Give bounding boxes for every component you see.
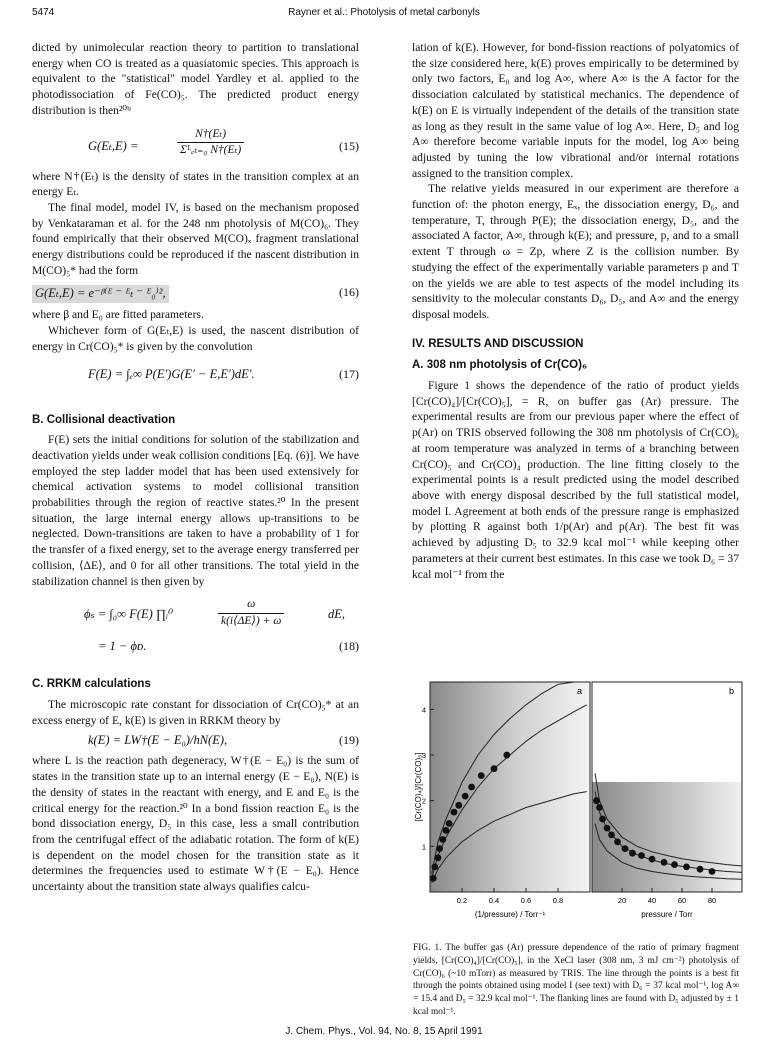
data-point [503, 752, 510, 759]
paragraph: where L is the reaction path degeneracy, W†(E − E₀) is the sum of states in the transition state up to an internal energy (E − E₀), N(E) is the density of states in the reactant with energy, and E and E₀ is the critical energy for the reaction.²⁰ In a bond fission reaction E₀ is the bond dissociation energy, D₅ in this case, less a small contribution from the centrifugal effect of the adiabatic rotation. The form of k(E) is dependent on the model chosen for the transition state as it determines the frequencies used to estimate W†(E − E₀). Hence uncertainty about the transition state always qualifies calcu- [32, 754, 359, 894]
data-point [596, 804, 603, 811]
eq16-body: G(Eₜ,E) = e⁻ᵝ⁽ᴱ ⁻ ᴱₜ ⁻ ᴱ₀⁾², [32, 285, 169, 303]
y-tick-label: 3 [421, 751, 426, 761]
data-point [593, 797, 600, 804]
paragraph: dicted by unimolecular reaction theory to partition to translational energy when CO is treated as a quasiatomic species. This approach is equivalent to the "statistical" model Yardley et al. applied to the photodissociation of Fe(CO)₅. The predicted product energy distribution is then²⁰ᵇ [32, 41, 359, 117]
equation-number: (15) [339, 138, 359, 153]
equation-18 [32, 595, 359, 667]
eq18-fraction [218, 597, 284, 629]
eq18-lhs: ϕₛ = ∫₀∞ F(E) ∏ᵢ⁰ [84, 607, 174, 622]
equation-number: (18) [339, 639, 359, 654]
y-tick-label: 1 [421, 842, 426, 852]
page-number: 5474 [32, 7, 55, 18]
data-point [709, 868, 716, 875]
figure-1 [406, 672, 751, 924]
data-point [462, 793, 469, 800]
data-point [435, 854, 442, 861]
right-column [412, 40, 739, 582]
data-point [439, 836, 446, 843]
section-heading: IV. RESULTS AND DISCUSSION [412, 337, 584, 350]
section-heading: C. RRKM calculations [32, 678, 151, 691]
equation-17 [32, 361, 359, 395]
x-tick-label: 20 [617, 896, 627, 905]
panel-a-label: a [576, 686, 582, 696]
x-axis-label-a: (1/pressure) / Torr⁻¹ [474, 910, 546, 919]
x-tick-label: 40 [647, 896, 657, 905]
data-point [622, 845, 629, 852]
data-point [614, 838, 621, 845]
data-point [446, 820, 453, 827]
data-point [638, 852, 645, 859]
eq18-tail: dE, [328, 607, 346, 622]
y-axis-label: [Cr(CO)₄]/[Cr(CO)₅] [414, 752, 423, 822]
paragraph: The relative yields measured in our experiment are therefore a function of: the photon energy, Eₓ, the dissociation energy, D₆, and temperature, T, through P(E); the dissociation energy, D₅, and the associated A factor, A∞, through k(E); and pressure, p, and to a small extent T through ω = Zp, where Z is the collision number. By studying the effect of the experimentally variable parameters p and T on the yields we are able to test aspects of the model including its sensitivity to the molecular constants D₆, D₅, and A∞ and the energy disposal models. [412, 182, 739, 321]
eq15-numerator: N†(Eₜ) [177, 127, 244, 144]
figure-caption: FIG. 1. The buffer gas (Ar) pressure dependence of the ratio of primary fragment yields, [Cr(CO)₄]/[Cr(CO)₅], in the XeCl laser (308 nm, 3 mJ cm⁻²) photolysis of Cr(CO)₆ (~10 mTorr) as measured by TRIS. The line through the points is a best fit through the points obtained using model I (see text) with D₆ = 37 kcal mol⁻¹, log A∞ = 15.4 and D₅ = 32.9 kcal mol⁻¹. The flanking lines are found with D₅ adjusted by ± 1 kcal mol⁻¹. [413, 943, 739, 1017]
paragraph: lation of k(E). However, for bond-fission reactions of polyatomics of the size considered here, k(E) proves empirically to be determined by only two factors, E₀ and log A∞, where A∞ is the A factor for the dissociation calculated by statistical mechanics. The dependence of k(E) on E is virtually independent of the details of the transition state as long as they result in the same value of log A∞. Here, D₅ and log A∞ therefore become variable inputs for the model, log A∞ being adjusted by tuning the low vibrational and/or internal rotations assigned to the transition complex. [412, 41, 739, 180]
eq18-denominator: k(i⟨ΔE⟩) + ω [221, 614, 282, 627]
data-point [436, 845, 443, 852]
x-tick-label: 60 [677, 896, 687, 905]
data-point [683, 864, 690, 871]
data-point [629, 850, 636, 857]
equation-19 [32, 731, 359, 753]
data-point [599, 816, 606, 823]
running-title: Rayner et al.: Photolysis of metal carbonyls [288, 7, 480, 18]
data-point [697, 866, 704, 873]
data-point [491, 765, 498, 772]
y-tick-label: 2 [421, 796, 426, 806]
equation-number: (16) [339, 285, 359, 300]
data-point [608, 832, 615, 839]
paragraph: The final model, model IV, is based on the mechanism proposed by Venkataraman et al. for the 248 nm photolysis of M(CO)₆. They found empirically that their observed M(CO)ₓ fragment translational energy distributions could be reproduced if the nascent distribution in M(CO)₅* had the form [32, 200, 359, 277]
eq15-lhs: G(Eₜ,E) = [88, 138, 139, 153]
page-footer: J. Chem. Phys., Vol. 94, No. 8, 15 April 1991 [285, 1026, 483, 1037]
x-tick-label: 0.4 [488, 896, 500, 905]
equation-15 [32, 125, 359, 169]
data-point [478, 772, 485, 779]
data-point [443, 827, 450, 834]
paragraph: where N†(Eₜ) is the density of states in the transition complex at an energy Eₜ. [32, 169, 359, 199]
paragraph: F(E) sets the initial conditions for solution of the stabilization and deactivation yields under weak collision conditions [Eq. (6)]. We have employed the step ladder model that has been used extensively for chemical activation systems to model collisional transition probabilities through the region of reactive states.²⁰ In the present situation, the large internal energy allows up-transitions to be neglected. Down-transitions are taken to have a probability of 1 for the transfer of a fixed energy, set to the average energy transferred per collision, ⟨ΔE⟩, and 0 for all other transitions. The total yield in the stabilization channel is then given by [32, 433, 359, 588]
data-point [451, 809, 458, 816]
data-point [661, 859, 668, 866]
panel-b-background [592, 682, 742, 782]
paragraph: where β and E₀ are fitted parameters. [32, 308, 204, 322]
equation-number: (19) [339, 733, 359, 748]
x-tick-label: 80 [707, 896, 717, 905]
data-point [455, 802, 462, 809]
equation-number: (17) [339, 366, 359, 381]
x-tick-label: 0.6 [520, 896, 532, 905]
eq18-second-line: = 1 − ϕᴅ. [98, 639, 147, 654]
data-point [604, 825, 611, 832]
equation-16 [32, 281, 359, 307]
eq19-body: k(E) = LW†(E − E₀)/hN(E), [88, 733, 228, 748]
data-point [671, 861, 678, 868]
eq15-fraction [177, 127, 244, 159]
paragraph: The microscopic rate constant for dissociation of Cr(CO)₅* at an excess energy of E, k(E) is given in RRKM theory by [32, 697, 359, 727]
data-point [431, 864, 438, 871]
paragraph: Whichever form of G(Eₜ,E) is used, the nascent distribution of energy in Cr(CO)₅* is given by the convolution [32, 324, 359, 353]
x-axis-label-b: pressure / Torr [641, 910, 693, 919]
data-point [649, 856, 656, 863]
panel-b-label: b [728, 686, 734, 696]
left-column [32, 40, 359, 895]
x-tick-label: 0.2 [456, 896, 468, 905]
section-heading: A. 308 nm photolysis of Cr(CO)₆ [412, 359, 588, 372]
section-heading: B. Collisional deactivation [32, 413, 176, 426]
data-point [468, 784, 475, 791]
panel-a-background [430, 682, 590, 892]
eq17-body: F(E) = ∫ₑ∞ P(E′)G(E′ − E,E′)dE′. [88, 366, 255, 381]
x-tick-label: 0.8 [552, 896, 564, 905]
paragraph: Figure 1 shows the dependence of the ratio of product yields [Cr(CO)₄]/[Cr(CO)₅], = R, on buffer gas (Ar) pressure. The experimental results are from our previous paper where the effect of p(Ar) on TRIS observed following the 308 nm photolysis of Cr(CO)₆ at room temperature was analyzed in terms of a branching between Cr(CO)₅ and Cr(CO)₄ production. The line fitting closely to the experimental points is a result predicted using the model described above with energy disposal described by the full statistical model, model I. Agreement at both ends of the pressure range is emphasized by plotting R against both 1/p(Ar) and p(Ar). The best fit was achieved by adjusting D₅ to 32.9 kcal mol⁻¹ while keeping other parameters at their current best estimates. In this case we took D₆ = 37 kcal mol⁻¹ from the [412, 379, 739, 581]
data-point [430, 875, 437, 882]
eq15-denominator: Σᴸₑₜ₌₀ N†(Eₜ) [180, 144, 242, 157]
eq18-numerator: ω [218, 597, 284, 614]
y-tick-label: 4 [421, 705, 426, 715]
